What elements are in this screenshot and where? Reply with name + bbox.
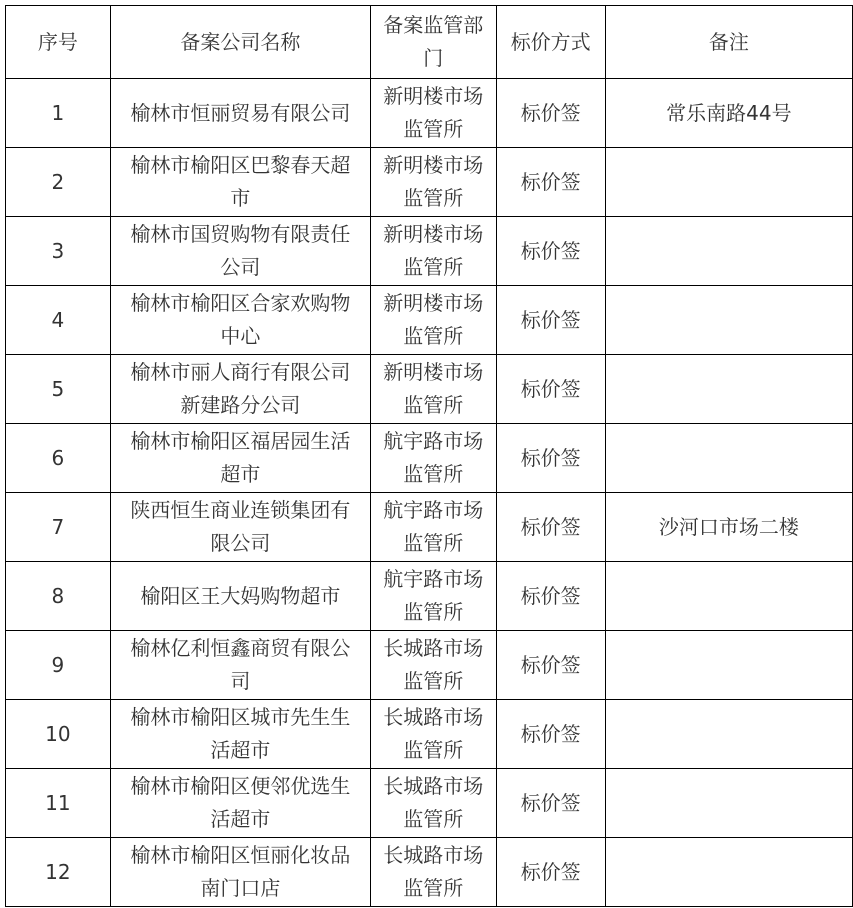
cell-method: 标价签 [496,838,605,907]
header-dept: 备案监管部门 [371,6,497,79]
table-row [6,217,853,286]
table-row [6,631,853,700]
table-row [6,769,853,838]
cell-dept: 长城路市场监管所 [371,700,497,769]
header-method: 标价方式 [496,6,605,79]
table-row [6,700,853,769]
cell-method: 标价签 [496,424,605,493]
cell-company: 榆林市榆阳区便邻优选生活超市 [110,769,370,838]
cell-no: 1 [6,79,111,148]
cell-company: 陕西恒生商业连锁集团有限公司 [110,493,370,562]
cell-no: 5 [6,355,111,424]
table-row [6,493,853,562]
cell-remark [605,148,852,217]
header-remark: 备注 [605,6,852,79]
table-row [6,562,853,631]
cell-no: 9 [6,631,111,700]
cell-method: 标价签 [496,493,605,562]
table-row [6,838,853,907]
cell-dept: 长城路市场监管所 [371,631,497,700]
cell-remark [605,562,852,631]
cell-no: 6 [6,424,111,493]
table-row [6,286,853,355]
cell-dept: 长城路市场监管所 [371,769,497,838]
cell-company: 榆林市国贸购物有限责任公司 [110,217,370,286]
registration-table [5,5,853,907]
cell-no: 8 [6,562,111,631]
cell-method: 标价签 [496,217,605,286]
cell-method: 标价签 [496,79,605,148]
cell-dept: 新明楼市场监管所 [371,286,497,355]
cell-remark [605,355,852,424]
cell-company: 榆阳区王大妈购物超市 [110,562,370,631]
cell-no: 11 [6,769,111,838]
cell-dept: 长城路市场监管所 [371,838,497,907]
cell-company: 榆林市榆阳区合家欢购物中心 [110,286,370,355]
cell-company: 榆林亿利恒鑫商贸有限公司 [110,631,370,700]
cell-remark [605,769,852,838]
cell-remark: 沙河口市场二楼 [605,493,852,562]
cell-no: 3 [6,217,111,286]
cell-company: 榆林市榆阳区巴黎春天超市 [110,148,370,217]
cell-method: 标价签 [496,631,605,700]
cell-remark [605,424,852,493]
table-row [6,355,853,424]
cell-dept: 新明楼市场监管所 [371,217,497,286]
cell-method: 标价签 [496,769,605,838]
cell-company: 榆林市榆阳区城市先生生活超市 [110,700,370,769]
header-company: 备案公司名称 [110,6,370,79]
cell-company: 榆林市榆阳区恒丽化妆品南门口店 [110,838,370,907]
cell-company: 榆林市榆阳区福居园生活超市 [110,424,370,493]
cell-method: 标价签 [496,562,605,631]
cell-remark [605,286,852,355]
header-row [6,6,853,79]
cell-company: 榆林市丽人商行有限公司新建路分公司 [110,355,370,424]
cell-dept: 航宇路市场监管所 [371,493,497,562]
cell-method: 标价签 [496,700,605,769]
cell-remark [605,700,852,769]
table-row [6,148,853,217]
cell-no: 4 [6,286,111,355]
cell-no: 12 [6,838,111,907]
header-no: 序号 [6,6,111,79]
cell-no: 7 [6,493,111,562]
cell-method: 标价签 [496,148,605,217]
cell-no: 10 [6,700,111,769]
cell-dept: 新明楼市场监管所 [371,148,497,217]
cell-dept: 新明楼市场监管所 [371,355,497,424]
cell-dept: 航宇路市场监管所 [371,562,497,631]
cell-remark [605,217,852,286]
table-row [6,424,853,493]
cell-no: 2 [6,148,111,217]
cell-company: 榆林市恒丽贸易有限公司 [110,79,370,148]
table-row [6,79,853,148]
cell-remark [605,631,852,700]
cell-dept: 新明楼市场监管所 [371,79,497,148]
cell-remark: 常乐南路44号 [605,79,852,148]
cell-method: 标价签 [496,286,605,355]
cell-dept: 航宇路市场监管所 [371,424,497,493]
cell-remark [605,838,852,907]
cell-method: 标价签 [496,355,605,424]
